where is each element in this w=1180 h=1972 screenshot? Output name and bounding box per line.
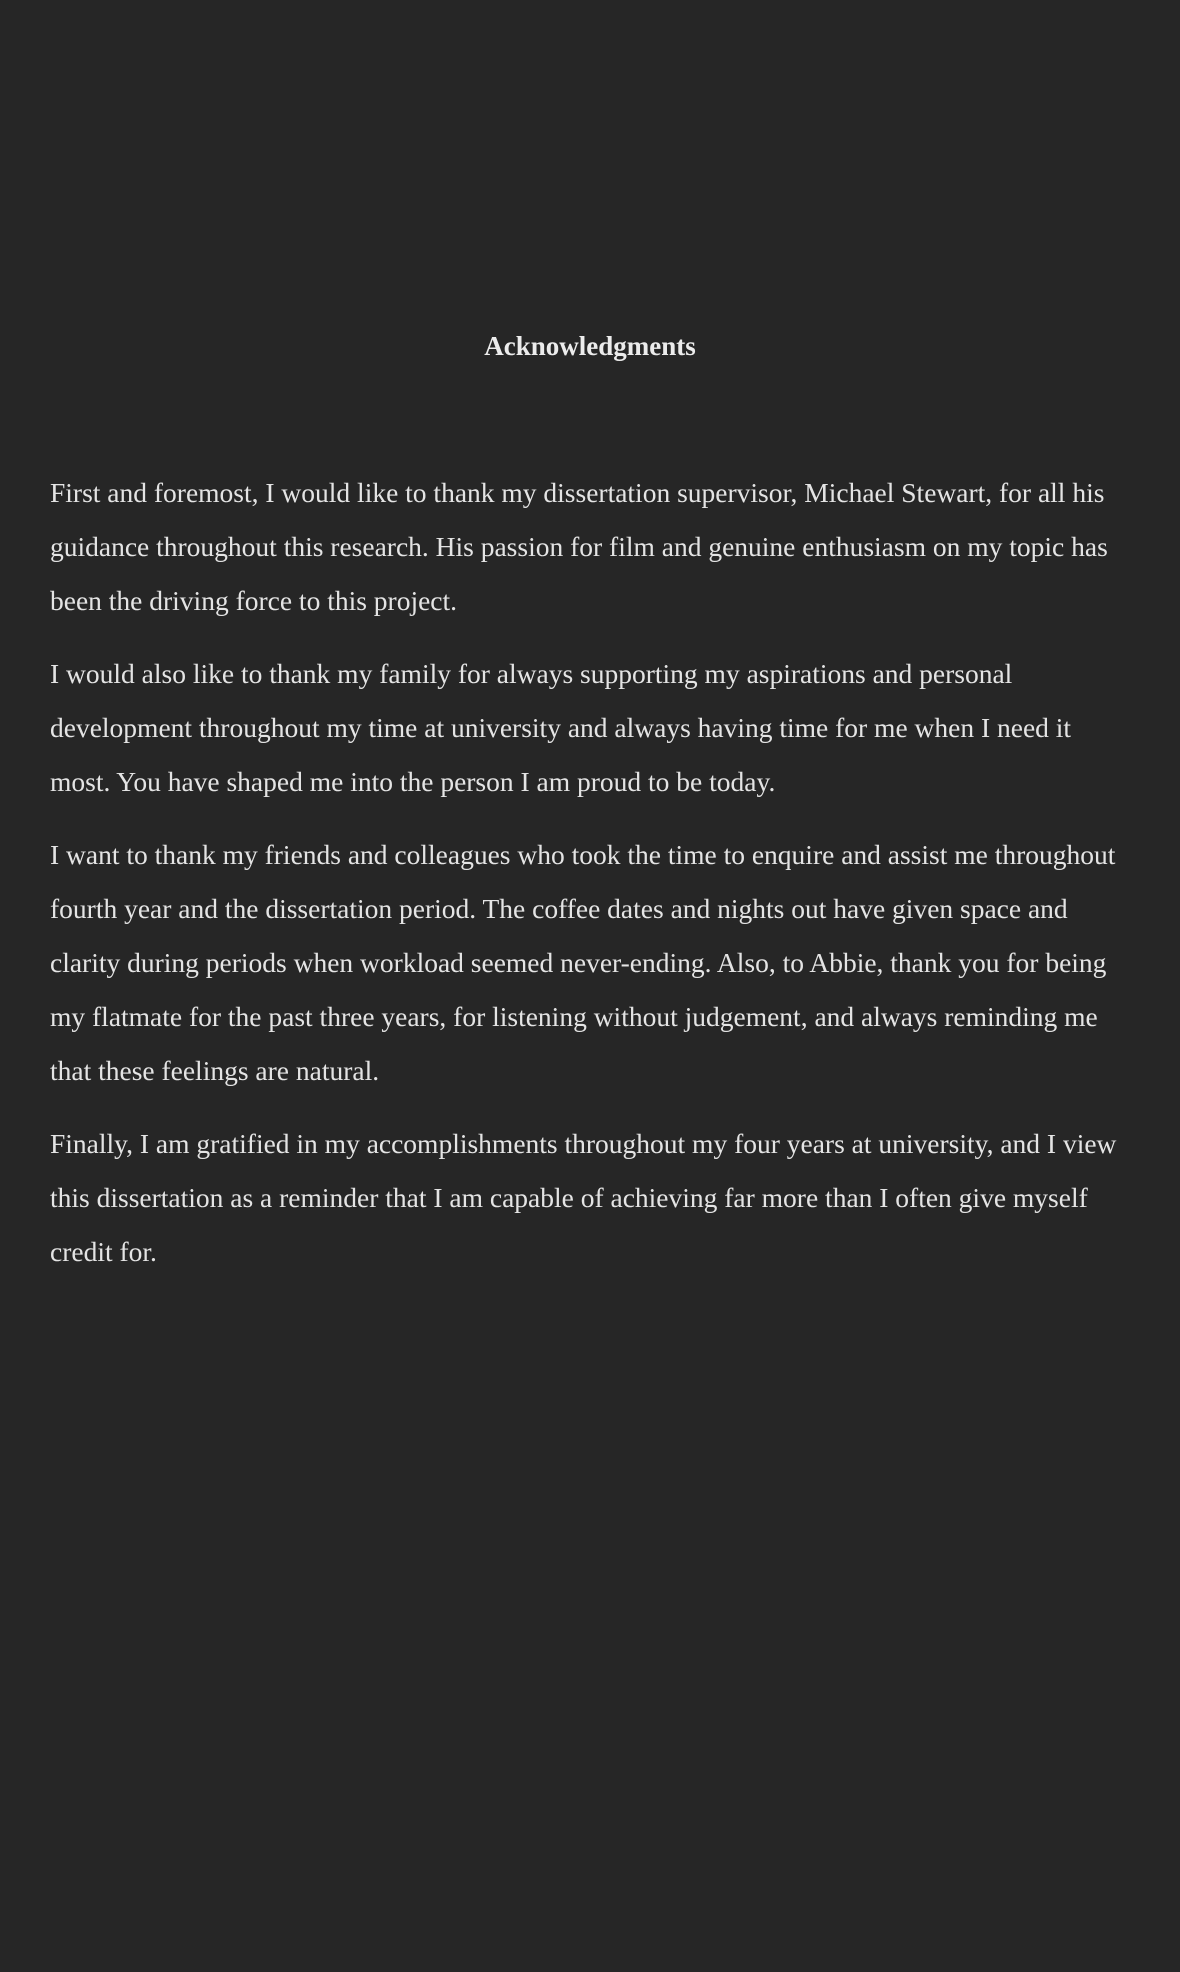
paragraph-friends: I want to thank my friends and colleagues who took the time to enquire and assist me throughout fourth year and the dissertation period. The coffee dates and nights out have given space and clarity during periods when workload seemed never-ending. Also, to Abbie, thank you for being my flatmate for the past three years, for listening without judgement, and always reminding me that these feelings are natural. (50, 839, 1116, 1086)
paragraph-family: I would also like to thank my family for always supporting my aspirations and personal development throughout my time at university and always having time for me when I need it most. You have shaped me into the person I am proud to be today. (50, 658, 1072, 797)
paragraph-supervisor: First and foremost, I would like to thank my dissertation supervisor, Michael Stewart, for all his guidance throughout this research. His passion for film and genuine enthusiasm on my topic has been the driving force to this project. (50, 477, 1108, 616)
document-body (50, 466, 1130, 1279)
page-title: Acknowledgments (484, 331, 696, 361)
paragraph-closing: Finally, I am gratified in my accomplishments throughout my four years at university, and I view this dissertation as a reminder that I am capable of achieving far more than I often give myself credit for. (50, 1128, 1117, 1267)
